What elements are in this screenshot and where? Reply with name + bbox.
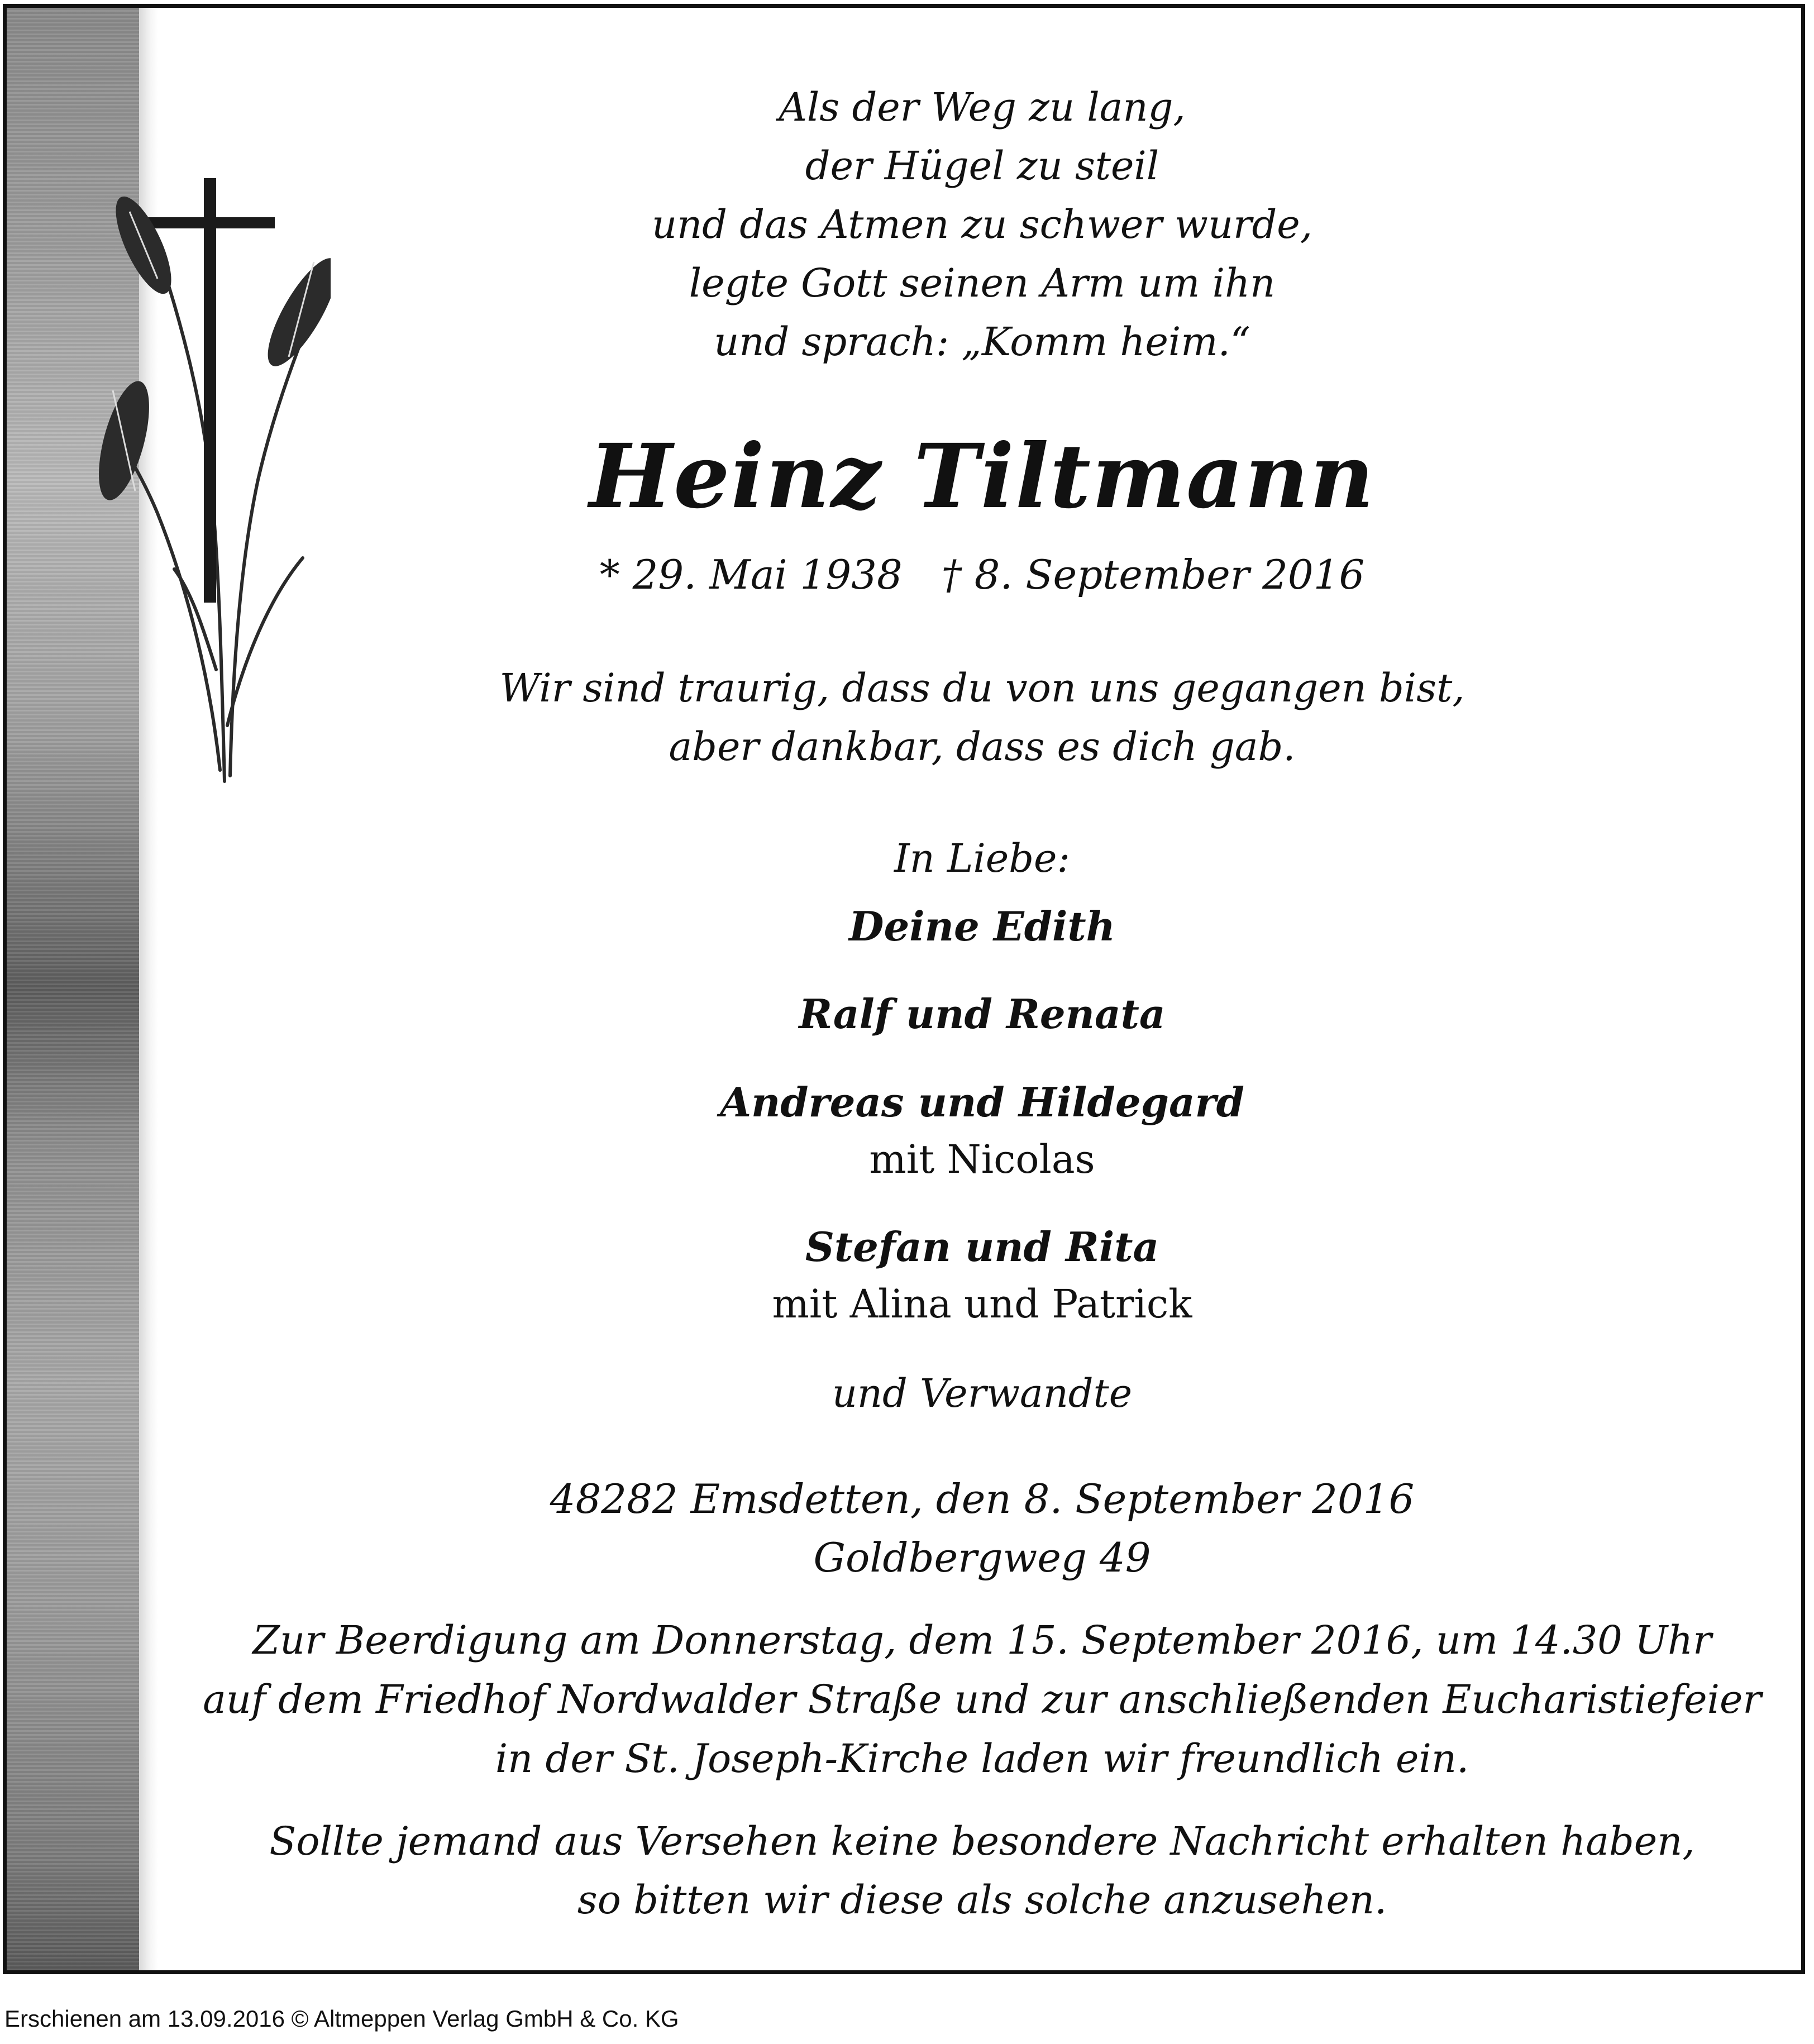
obituary-frame: [3, 4, 1805, 1974]
place-date: 48282 Emsdetten, den 8. September 2016: [550, 1475, 1415, 1522]
grief-text-line: Wir sind traurig, dass du von uns gegangen bist,: [499, 665, 1465, 711]
funeral-text-line: in der St. Joseph-Kirche laden wir freundlich ein.: [495, 1736, 1469, 1782]
funeral-text-line: auf dem Friedhof Nordwalder Straße und zur anschließenden Eucharistiefeier: [203, 1677, 1762, 1722]
deceased-name: Heinz Tiltmann: [589, 425, 1376, 528]
funeral-text-line: Zur Beerdigung am Donnerstag, dem 15. September 2016, um 14.30 Uhr: [252, 1617, 1712, 1663]
mourner-names: Ralf und Renata: [799, 990, 1166, 1038]
grief-text-line: aber dankbar, dass es dich gab.: [669, 724, 1296, 770]
relatives: und Verwandte: [832, 1370, 1133, 1416]
life-dates: [174, 550, 1790, 600]
notice-text-line: so bitten wir diese als solche anzusehen.: [577, 1877, 1387, 1923]
verse-line: und sprach: „Komm heim.“: [714, 319, 1250, 365]
verse-line: der Hügel zu steil: [805, 143, 1159, 189]
verse-line: legte Gott seinen Arm um ihn: [689, 260, 1276, 306]
notice-text-line: Sollte jemand aus Versehen keine besondere Nachricht erhalten haben,: [269, 1818, 1695, 1864]
mourner-names: Deine Edith: [849, 902, 1115, 950]
address: Goldbergweg 49: [813, 1534, 1151, 1581]
mourner-names: Andreas und Hildegard: [720, 1078, 1244, 1126]
birth-date: * 29. Mai 1938: [599, 551, 903, 598]
verse-line: und das Atmen zu schwer wurde,: [652, 202, 1312, 247]
mourner-names: Stefan und Rita: [805, 1223, 1159, 1271]
verse-line: Als der Weg zu lang,: [779, 84, 1186, 130]
in-love-label: In Liebe:: [894, 835, 1071, 881]
mourner-with: mit Alina und Patrick: [772, 1281, 1192, 1327]
publication-footer: Erschienen am 13.09.2016 © Altmeppen Verlag GmbH & Co. KG: [4, 2005, 679, 2032]
death-date: † 8. September 2016: [941, 551, 1365, 598]
mourner-with: mit Nicolas: [869, 1136, 1095, 1182]
